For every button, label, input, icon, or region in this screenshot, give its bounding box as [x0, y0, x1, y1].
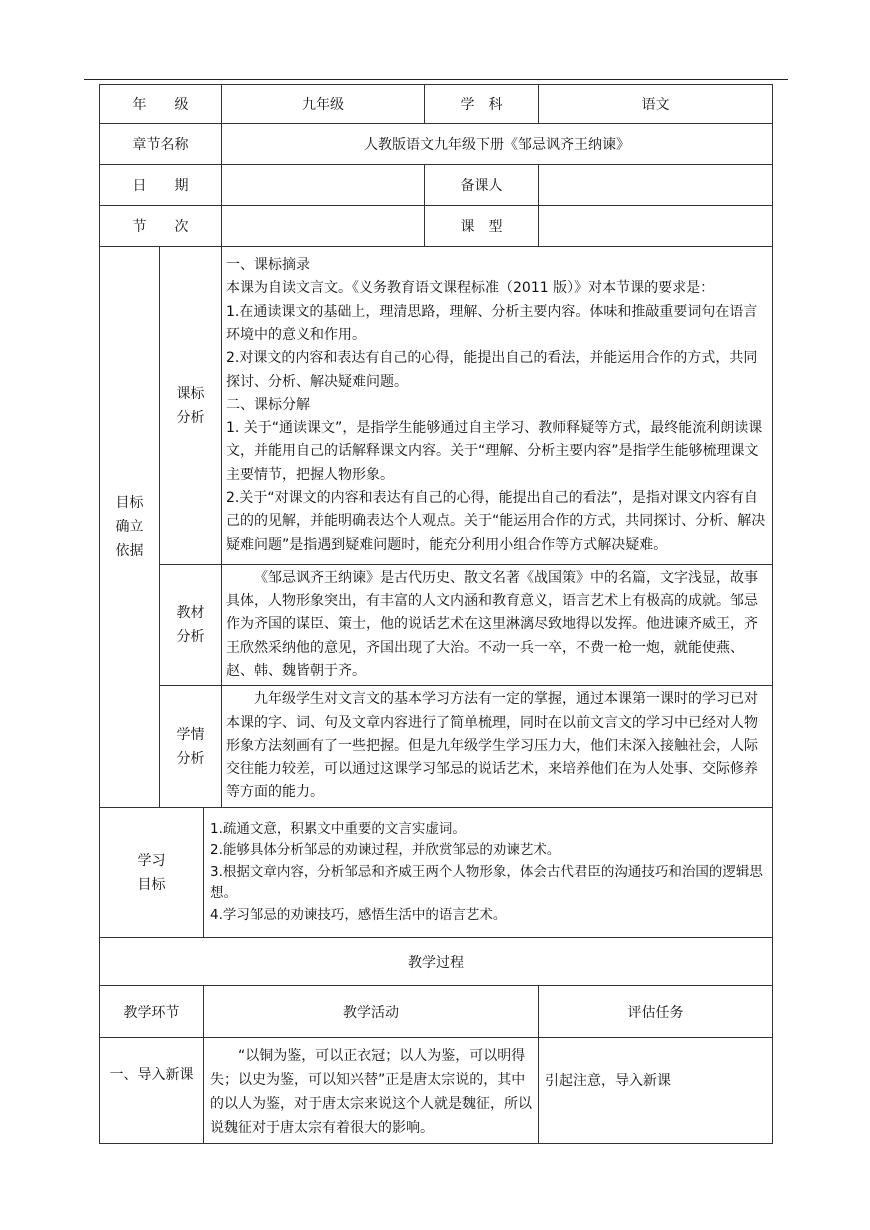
header-row-chapter — [100, 124, 773, 165]
process-col-stage: 教学环节 — [100, 986, 204, 1038]
goals-label-line-2: 目标 — [137, 876, 166, 893]
process-activity-cell — [204, 1038, 539, 1144]
curriculum-label-line-1: 课标 — [176, 385, 205, 402]
curriculum-line: 1. 关于“通读课文”，是指学生能够通过自主学习、教师释疑等方式，最终能流利朗读课文，并能用自己的话解释课文内容。关于“理解、分析主要内容”是指学生能够梳理课文主要情节，把握人物形象。 — [226, 420, 763, 483]
process-activity: “以铜为鉴，可以正衣冠；以人为鉴，可以明得失；以史为鉴，可以知兴替”正是唐太宗说的，其中的以人为鉴，对于唐太宗来说这个人就是魏征，所以说魏征对于唐太宗有着很大的影响。 — [210, 1048, 532, 1136]
lesson-plan-document — [99, 84, 772, 1144]
curriculum-line: 一、课标摘录 — [226, 257, 310, 274]
students-label-line-2: 分析 — [176, 750, 205, 767]
preparer-value — [539, 165, 773, 206]
header-rule — [84, 79, 788, 80]
type-label: 课 型 — [425, 206, 539, 247]
goal-item: 3.根据文章内容，分析邹忌和齐威王两个人物形象，体会古代君臣的沟通技巧和治国的逻辑思想。 — [210, 863, 763, 902]
process-col-assessment: 评估任务 — [539, 986, 773, 1038]
textbook-label-line-2: 分析 — [176, 629, 205, 645]
curriculum-label-line-2: 分析 — [176, 409, 205, 426]
goal-item: 2.能够具体分析邹忌的劝谏过程，并欣赏邹忌的劝谏艺术。 — [210, 842, 561, 859]
process-col-activity: 教学活动 — [204, 986, 539, 1038]
period-label: 节 次 — [100, 206, 222, 247]
students-analysis-row — [100, 686, 773, 808]
process-title-row — [100, 938, 773, 986]
curriculum-line: 2.关于“对课文的内容和表达有自己的心得，能提出自己的看法”，是指对课文内容有自己的的见解，并能明确表达个人观点。关于“能运用合作的方式，共同探讨、分析、解决疑难问题”是指遇到疑难问题时，能充分利用小组合作等方式解决疑难。 — [226, 490, 766, 553]
header-row-date — [100, 165, 773, 206]
goals-content — [204, 808, 773, 938]
basis-label-line-3: 依据 — [115, 543, 144, 559]
subject-label: 学 科 — [425, 85, 539, 124]
chapter-label: 章节名称 — [100, 124, 222, 165]
textbook-text: 《邹忌讽齐王纳谏》是古代历史、散文名著《战国策》中的名篇，文字浅显，故事具体，人物形象突出，有丰富的人文内涵和教育意义，语言艺术上有极高的成就。邹忌作为齐国的谋臣、策士，他的说话艺术在这里淋漓尽致地得以发挥。他进谏齐威王，齐王欣然采纳他的意见，齐国出现了大治。不动一兵一卒，不费一枪一炮，就能使燕、赵、韩、魏皆朝于齐。 — [226, 569, 758, 679]
process-stage: 一、导入新课 — [100, 1038, 204, 1144]
type-value — [539, 206, 773, 247]
basis-label-line-1: 目标 — [115, 495, 144, 511]
grade-value: 九年级 — [222, 85, 425, 124]
lesson-plan-table — [99, 84, 773, 1144]
goals-label — [100, 808, 204, 938]
students-label-line-1: 学情 — [176, 726, 205, 743]
process-row — [100, 1038, 773, 1144]
curriculum-line: 二、课标分解 — [226, 396, 310, 413]
goal-item: 1.疏通文意，积累文中重要的文言实虚词。 — [210, 820, 466, 837]
chapter-value: 人教版语文九年级下册《邹忌讽齐王纳谏》 — [222, 124, 773, 165]
curriculum-analysis-row — [100, 247, 773, 565]
curriculum-label — [160, 247, 222, 565]
goal-item: 4.学习邹忌的劝谏技巧，感悟生活中的语言艺术。 — [210, 906, 507, 923]
process-title: 教学过程 — [100, 938, 773, 986]
date-label: 日 期 — [100, 165, 222, 206]
students-content — [222, 686, 773, 808]
process-header-row — [100, 986, 773, 1038]
curriculum-content — [222, 247, 773, 565]
students-text: 九年级学生对文言文的基本学习方法有一定的掌握，通过本课第一课时的学习已对本课的字、词、句及文章内容进行了简单梳理，同时在以前文言文的学习中已经对人物形象方法刻画有了一些把握。但是九年级学生学习压力大，他们未深入接触社会，人际交往能力较差，可以通过这课学习邹忌的说话艺术，来培养他们在为人处事、交际修养等方面的能力。 — [226, 691, 758, 801]
header-row-period — [100, 206, 773, 247]
curriculum-line: 2.对课文的内容和表达有自己的心得，能提出自己的看法，并能运用合作的方式，共同探讨、分析、解决疑难问题。 — [226, 350, 758, 390]
textbook-analysis-row — [100, 565, 773, 686]
subject-value: 语文 — [539, 85, 773, 124]
header-row-grade — [100, 85, 773, 124]
textbook-label-line-1: 教材 — [176, 605, 205, 621]
date-value — [222, 165, 425, 206]
curriculum-line: 本课为自读文言文。《义务教育语文课程标准（2011 版）》对本节课的要求是： — [226, 280, 715, 297]
textbook-content — [222, 565, 773, 686]
grade-label: 年 级 — [100, 85, 222, 124]
learning-goals-row — [100, 808, 773, 938]
students-label — [160, 686, 222, 808]
period-value — [222, 206, 425, 247]
basis-section-label — [100, 247, 160, 808]
preparer-label: 备课人 — [425, 165, 539, 206]
goals-label-line-1: 学习 — [137, 852, 166, 869]
textbook-label — [160, 565, 222, 686]
curriculum-line: 1.在通读课文的基础上，理清思路，理解、分析主要内容。体味和推敲重要词句在语言环境中的意义和作用。 — [226, 303, 758, 343]
basis-label-line-2: 确立 — [115, 519, 144, 535]
process-assessment: 引起注意，导入新课 — [539, 1038, 773, 1144]
